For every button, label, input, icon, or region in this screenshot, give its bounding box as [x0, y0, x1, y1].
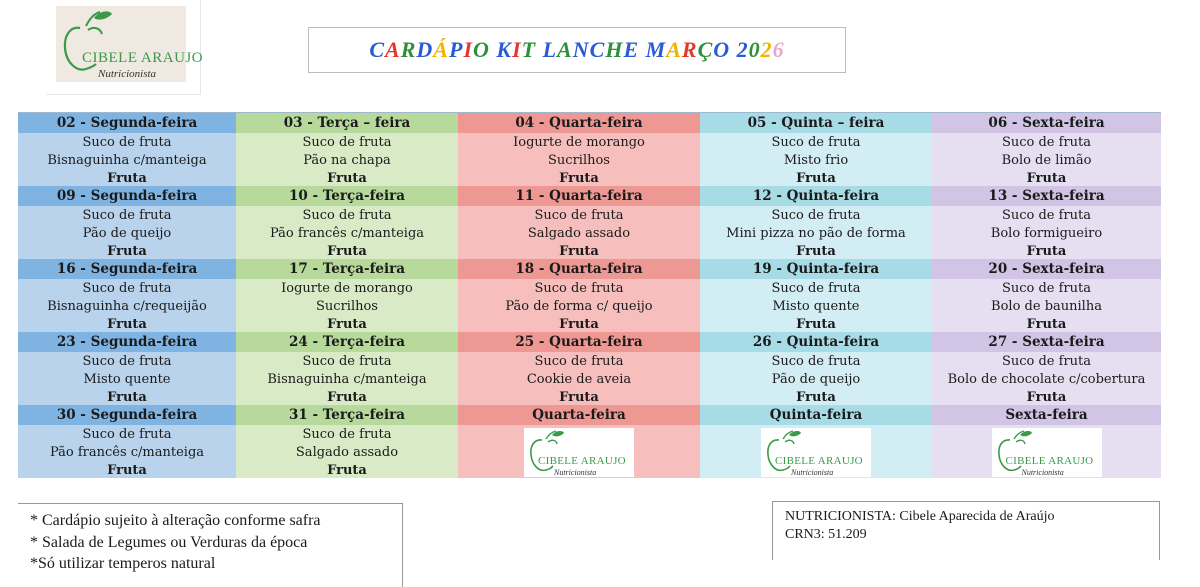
menu-item: Sucrilhos [316, 299, 378, 314]
menu-table [18, 112, 1161, 481]
menu-item: Pão de forma c/ queijo [505, 299, 653, 314]
day-header: 09 - Segunda-feira [18, 186, 236, 206]
menu-items-row [18, 425, 1161, 478]
day-header-row [18, 113, 1161, 133]
menu-item: Suco de fruta [302, 427, 392, 442]
menu-cell [236, 133, 458, 186]
menu-item: Bolo formigueiro [990, 226, 1103, 241]
title-letter: I [463, 37, 473, 62]
menu-item: Suco de fruta [82, 135, 172, 150]
menu-cell [458, 133, 700, 186]
menu-item: Suco de fruta [534, 354, 624, 369]
menu-item: Mini pizza no pão de forma [726, 226, 906, 241]
menu-item: Fruta [1026, 317, 1067, 332]
menu-item: Fruta [107, 244, 147, 259]
menu-item: Suco de fruta [771, 135, 861, 150]
menu-item: Bisnaguinha c/requeijão [47, 299, 207, 314]
day-header-row [18, 186, 1161, 206]
title-letter: O [713, 37, 731, 62]
menu-cell [932, 425, 1161, 478]
menu-item: Pão na chapa [303, 153, 391, 168]
menu-item: Pão francês c/manteiga [49, 445, 205, 460]
title-letter: K [496, 37, 513, 62]
day-header: 30 - Segunda-feira [18, 405, 236, 425]
menu-item: Suco de fruta [302, 354, 392, 369]
menu-item: Fruta [796, 317, 836, 332]
title-letter: 0 [748, 37, 761, 62]
title-letter: P [448, 37, 464, 62]
note-line: *Só utilizar temperos natural [30, 555, 216, 572]
note-line: * Cardápio sujeito à alteração conforme safra [30, 512, 321, 529]
logo-name: CIBELE ARAUJO [775, 455, 863, 467]
day-header: 05 - Quinta – feira [700, 113, 932, 133]
title-letter: R [681, 37, 698, 62]
title-letter: A [385, 37, 401, 62]
title-letter: C [369, 37, 386, 62]
title-letter: N [572, 37, 590, 62]
menu-item: Fruta [1026, 390, 1067, 405]
menu-item: Misto frio [783, 153, 849, 168]
day-header: 31 - Terça-feira [236, 405, 458, 425]
menu-item: Suco de fruta [1001, 135, 1092, 150]
day-header: Quinta-feira [700, 405, 932, 425]
menu-item: Bolo de baunilha [991, 299, 1102, 314]
title-letter: T [521, 37, 537, 62]
menu-item: Pão de queijo [82, 226, 172, 241]
menu-item: Iogurte de morango [281, 281, 413, 296]
day-header: Quarta-feira [458, 405, 700, 425]
day-header: 18 - Quarta-feira [458, 259, 700, 279]
nutritionist-box [772, 501, 1160, 560]
day-header-row [18, 332, 1161, 352]
menu-item: Bisnaguinha c/manteiga [47, 153, 207, 168]
menu-cell [700, 352, 932, 405]
menu-item: Fruta [107, 317, 147, 332]
day-header: 27 - Sexta-feira [932, 332, 1161, 352]
menu-item: Pão de queijo [771, 372, 861, 387]
menu-item: Salgado assado [527, 226, 631, 241]
menu-item: Fruta [107, 390, 147, 405]
note-line: * Salada de Legumes ou Verduras da época [30, 534, 308, 551]
menu-cell [932, 133, 1161, 186]
menu-item: Suco de fruta [1001, 281, 1092, 296]
menu-cell [458, 279, 700, 332]
menu-item: Suco de fruta [534, 208, 624, 223]
menu-item: Suco de fruta [1001, 354, 1092, 369]
logo-name: CIBELE ARAUJO [538, 455, 626, 467]
menu-item: Fruta [796, 244, 836, 259]
menu-cell [458, 206, 700, 259]
menu-item: Suco de fruta [302, 208, 392, 223]
day-header: 19 - Quinta-feira [700, 259, 932, 279]
menu-cell [700, 133, 932, 186]
menu-item: Misto quente [83, 372, 171, 387]
menu-cell [700, 206, 932, 259]
day-header: 17 - Terça-feira [236, 259, 458, 279]
menu-item: Fruta [327, 171, 367, 186]
day-header: 24 - Terça-feira [236, 332, 458, 352]
menu-item: Fruta [327, 317, 367, 332]
menu-cell [236, 206, 458, 259]
title-letter: O [473, 37, 490, 62]
menu-item: Fruta [107, 171, 147, 186]
menu-cell [236, 352, 458, 405]
day-header-row [18, 259, 1161, 279]
menu-cell [458, 425, 700, 478]
title-letter: Ç [697, 37, 714, 62]
title-letter: I [512, 37, 522, 62]
day-header: 25 - Quarta-feira [458, 332, 700, 352]
logo-name: CIBELE ARAUJO [82, 50, 204, 66]
menu-item: Fruta [559, 171, 599, 186]
day-header: 16 - Segunda-feira [18, 259, 236, 279]
day-header-row [18, 405, 1161, 425]
menu-item: Bolo de limão [1001, 153, 1092, 168]
menu-cell [932, 279, 1161, 332]
day-header: 02 - Segunda-feira [18, 113, 236, 133]
menu-item: Misto quente [772, 299, 860, 314]
menu-cell [236, 425, 458, 478]
menu-item: Fruta [559, 390, 599, 405]
menu-item: Fruta [327, 244, 367, 259]
menu-item: Pão francês c/manteiga [269, 226, 425, 241]
day-header: 03 - Terça – feira [236, 113, 458, 133]
menu-item: Suco de fruta [82, 208, 172, 223]
menu-items-row [18, 279, 1161, 332]
menu-cell [18, 279, 236, 332]
day-header: 26 - Quinta-feira [700, 332, 932, 352]
menu-item: Fruta [1026, 244, 1067, 259]
title-letter: L [542, 37, 558, 62]
day-header: 13 - Sexta-feira [932, 186, 1161, 206]
menu-item: Suco de fruta [1001, 208, 1092, 223]
menu-item: Suco de fruta [534, 281, 624, 296]
menu-cell [932, 352, 1161, 405]
title-letter: H [605, 37, 624, 62]
menu-cell [236, 279, 458, 332]
day-header: 06 - Sexta-feira [932, 113, 1161, 133]
logo-subtitle: Nutricionista [1021, 468, 1064, 477]
day-header: 20 - Sexta-feira [932, 259, 1161, 279]
title-letter: Á [433, 37, 449, 62]
brand-logo-small [524, 428, 634, 477]
brand-logo [56, 6, 204, 82]
menu-cell [18, 352, 236, 405]
menu-item: Salgado assado [295, 445, 399, 460]
title-letter: R [400, 37, 417, 62]
logo-subtitle: Nutricionista [98, 68, 157, 80]
title-letter: D [416, 37, 434, 62]
menu-item: Suco de fruta [82, 354, 172, 369]
logo-frame [46, 0, 204, 95]
nutritionist-crn: CRN3: 51.209 [785, 527, 867, 542]
nutritionist-name: NUTRICIONISTA: Cibele Aparecida de Araújo [785, 509, 1055, 524]
menu-cell [458, 352, 700, 405]
menu-item: Suco de fruta [771, 208, 861, 223]
menu-item: Fruta [107, 463, 147, 478]
menu-item: Bolo de chocolate c/cobertura [947, 372, 1146, 387]
title-letter: A [666, 37, 682, 62]
menu-item: Fruta [327, 463, 367, 478]
day-header: 12 - Quinta-feira [700, 186, 932, 206]
title-letter: 6 [772, 37, 785, 62]
logo-name: CIBELE ARAUJO [1005, 455, 1094, 467]
menu-item: Fruta [796, 390, 836, 405]
title-letter: C [589, 37, 606, 62]
menu-cell [18, 206, 236, 259]
brand-logo-small [761, 428, 871, 477]
day-header: 04 - Quarta-feira [458, 113, 700, 133]
day-header: Sexta-feira [932, 405, 1161, 425]
menu-item: Fruta [559, 244, 599, 259]
logo-subtitle: Nutricionista [554, 468, 597, 477]
title-letter: A [557, 37, 573, 62]
title-letter: E [623, 37, 640, 62]
menu-items-row [18, 206, 1161, 259]
page-title [369, 37, 784, 63]
menu-item: Fruta [796, 171, 836, 186]
day-header: 10 - Terça-feira [236, 186, 458, 206]
menu-items-row [18, 352, 1161, 405]
brand-logo-small [992, 428, 1102, 477]
menu-item: Suco de fruta [82, 281, 172, 296]
title-letter: 2 [760, 37, 773, 62]
menu-item: Iogurte de morango [513, 135, 645, 150]
menu-cell [932, 206, 1161, 259]
menu-item: Bisnaguinha c/manteiga [267, 372, 427, 387]
menu-item: Fruta [1026, 171, 1067, 186]
menu-item: Suco de fruta [771, 354, 861, 369]
menu-cell [18, 425, 236, 478]
day-header: 11 - Quarta-feira [458, 186, 700, 206]
day-header: 23 - Segunda-feira [18, 332, 236, 352]
title-letter: 2 [736, 37, 749, 62]
menu-item: Fruta [559, 317, 599, 332]
title-letter: M [645, 37, 667, 62]
menu-item: Fruta [327, 390, 367, 405]
menu-item: Sucrilhos [548, 153, 610, 168]
menu-cell [700, 279, 932, 332]
menu-cell [18, 133, 236, 186]
menu-item: Suco de fruta [771, 281, 861, 296]
logo-subtitle: Nutricionista [791, 468, 834, 477]
menu-items-row [18, 133, 1161, 186]
menu-item: Suco de fruta [82, 427, 172, 442]
menu-item: Suco de fruta [302, 135, 392, 150]
menu-item: Cookie de aveia [526, 372, 632, 387]
notes-box [18, 503, 403, 587]
menu-cell [700, 425, 932, 478]
title-box [308, 27, 846, 73]
